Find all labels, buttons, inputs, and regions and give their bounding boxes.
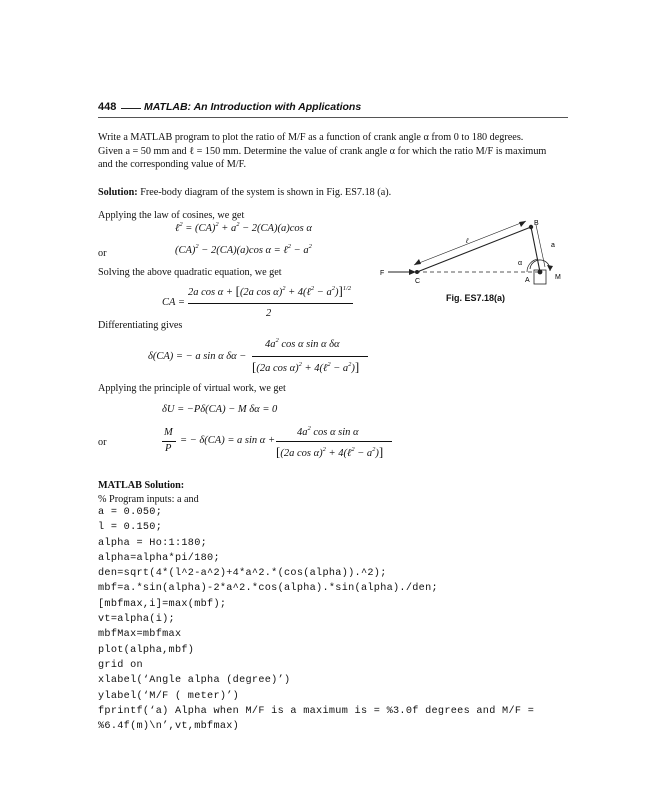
solution-label: Solution: <box>98 187 138 198</box>
solution-intro <box>98 186 391 200</box>
label-f: F <box>380 270 385 277</box>
code-line: mbfMax=mbfmax <box>98 629 182 641</box>
code-line: a = 0.050; <box>98 507 163 518</box>
force-arrowhead <box>409 269 416 275</box>
program-inputs-comment: % Program inputs: a and <box>98 494 199 505</box>
code-line: %6.4f(m)\n’,vt,mbfmax) <box>98 721 240 733</box>
header-rule <box>98 117 568 118</box>
moment-arrowhead <box>547 265 553 271</box>
code-line: [mbfmax,i]=max(mbf); <box>98 598 227 610</box>
equation-ca-fraction-bar <box>188 303 353 304</box>
label-b: B <box>534 220 539 227</box>
dimension-arrow-end <box>519 221 526 227</box>
equation-virtual-work: δU = −Pδ(CA) − M δα = 0 <box>162 404 278 415</box>
equation-mp-term-numerator: $4a^2$ cos α sin α <box>297 425 359 438</box>
solution-text: Free-body diagram of the system is shown in Fig. ES7.18 (a). <box>137 187 392 198</box>
header-dash <box>121 108 141 109</box>
or-label-2: or <box>98 437 107 448</box>
code-line: mbf=a.*sin(alpha)-2*a^2.*cos(alpha).*sin(alpha)./den; <box>98 583 438 595</box>
equation-delta-ca-numerator: $4a^2$ cos α sin α δα <box>265 337 340 350</box>
solving-text: Solving the above quadratic equation, we get <box>98 267 282 278</box>
code-line: xlabel(‘Angle alpha (degree)’) <box>98 675 291 687</box>
law-of-cosines-text: Applying the law of cosines, we get <box>98 210 245 221</box>
running-title: MATLAB: An Introduction with Applications <box>144 101 362 113</box>
differentiating-text: Differentiating gives <box>98 320 183 331</box>
or-label-1: or <box>98 248 107 259</box>
label-a-point: A <box>525 277 530 284</box>
equation-mp-numerator: M <box>164 427 173 438</box>
dimension-line-ell <box>414 221 526 265</box>
link-ba <box>531 227 540 272</box>
code-line: plot(alpha,mbf) <box>98 644 195 656</box>
problem-line-3: and the corresponding value of M/F. <box>98 159 247 171</box>
label-alpha: α <box>518 260 523 267</box>
link-cb <box>417 227 531 272</box>
label-m: M <box>555 274 561 281</box>
label-ell: ℓ <box>466 238 469 245</box>
equation-mp-denominator: P <box>165 443 172 454</box>
code-line: grid on <box>98 659 143 671</box>
equation-delta-ca-fraction-bar <box>252 356 368 357</box>
equation-law-of-cosines: ℓ$^2$ = $(CA)^2 + a^2 - 2(CA)(a)\cos$ α <box>175 221 312 234</box>
equation-ca-denominator: 2 <box>266 308 272 319</box>
equation-ca-lhs: CA = <box>162 297 185 308</box>
virtual-work-text: Applying the principle of virtual work, we get <box>98 383 286 394</box>
code-line: ylabel(‘M/F ( meter)’) <box>98 690 240 702</box>
equation-ca-numerator: 2a cos α + [(2a cos α)$^2$ + 4(ℓ$^2$ − $a^2)]^{1/2}$ <box>188 283 352 298</box>
label-c: C <box>415 278 421 285</box>
code-line: alpha=alpha*pi/180; <box>98 552 220 564</box>
equation-mp-rhs: = − δ(CA) = a sin α + <box>180 435 276 446</box>
code-line: l = 0.150; <box>98 522 163 534</box>
code-line: den=sqrt(4*(l^2-a^2)+4*a^2.*(cos(alpha)).^2); <box>98 568 387 580</box>
problem-line-1: Write a MATLAB program to plot the ratio of M/F as a function of crank angle α from 0 to 180 degrees. <box>98 132 524 143</box>
page-number: 448 <box>98 101 117 113</box>
code-line: fprintf(‘a) Alpha when M/F is a maximum is = %3.0f degrees and M/F = <box>98 705 535 717</box>
matlab-code-block <box>98 507 534 736</box>
equation-delta-ca: δ(CA) = − a sin α δα − <box>148 351 247 362</box>
problem-line-2: Given a = 50 mm and ℓ = 150 mm. Determine the value of crank angle α for which the ratio M/F is maximum <box>98 145 547 157</box>
dimension-arrow-start <box>414 259 421 265</box>
equation-rearranged: (CA)$^2$ − 2(CA)(a)cos α = ℓ$^2$ − $a^2$ <box>175 243 312 256</box>
label-a-length: a <box>551 242 555 249</box>
joint-b <box>529 225 533 229</box>
equation-mp-term-fraction-bar <box>276 441 392 442</box>
problem-statement <box>98 131 573 172</box>
figure-caption: Fig. ES7.18(a) <box>446 293 506 303</box>
matlab-solution-heading: MATLAB Solution: <box>98 480 185 491</box>
code-line: alpha = Ho:1:180; <box>98 537 208 549</box>
code-line: vt=alpha(i); <box>98 614 175 626</box>
equation-mp-fraction-bar <box>162 441 176 442</box>
equation-delta-ca-denominator: [(2a cos α)$^2$ + 4(ℓ$^2$ − $a^2$)] <box>252 359 360 374</box>
joint-c <box>415 270 419 274</box>
equation-mp-term-denominator: [(2a cos α)$^2$ + 4(ℓ$^2$ − $a^2$)] <box>276 444 384 459</box>
